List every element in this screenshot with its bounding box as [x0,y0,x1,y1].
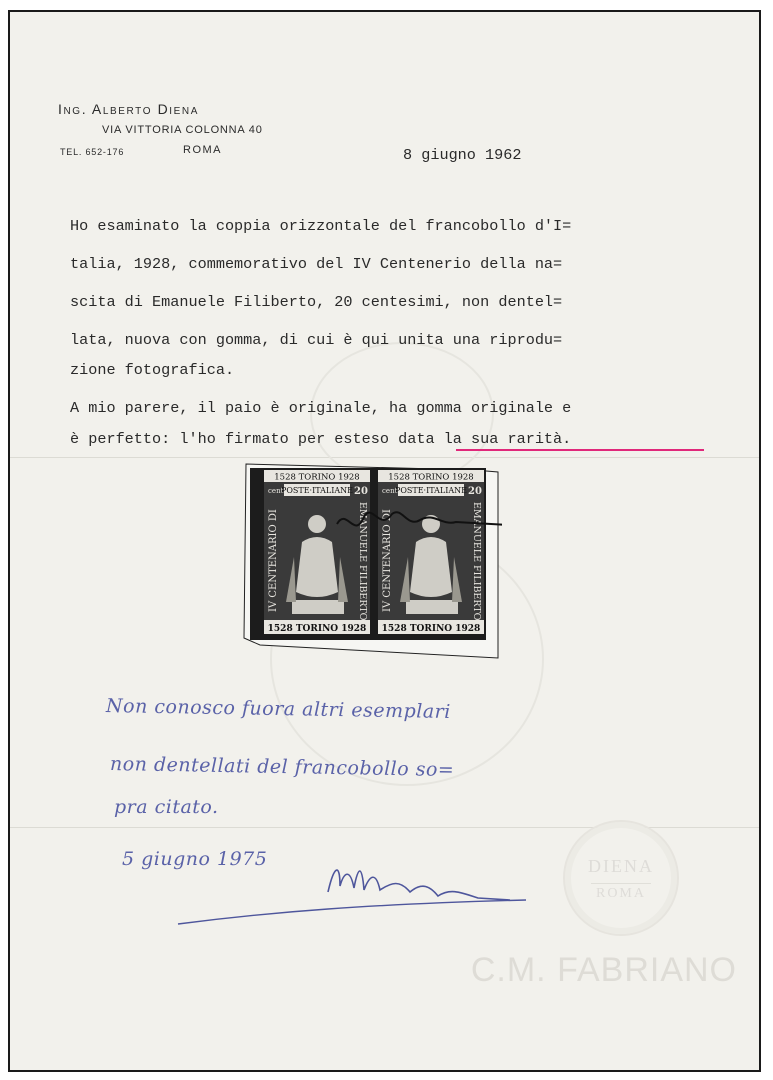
letterhead-address: VIA VITTORIA COLONNA 40 [102,124,263,136]
stamp-right [378,470,484,634]
certificate-sheet [8,10,761,1072]
stamp-left [264,470,370,634]
letter-date: 8 giugno 1962 [403,146,522,164]
handwritten-date: 5 giugno 1975 [122,848,268,870]
embossed-seal [563,820,679,936]
stamp-left-cent: cent [268,487,284,495]
stamp-left-bottom-label: 1528 TORINO 1928 [267,624,367,634]
stamp-right-top-label: 1528 TORINO 1928 [388,472,474,483]
body-line: scita di Emanuele Filiberto, 20 centesimi, non dentel= [70,293,563,311]
stamp-left-value: 20 [354,486,368,497]
letterhead-name: Ing. Alberto Diena [58,101,200,117]
signature-underline [170,882,540,932]
letterhead-tel: TEL. 652-176 [60,147,125,157]
body-line: lata, nuova con gomma, di cui è qui unita una riprodu= [70,331,563,349]
body-line: Ho esaminato la coppia orizzontale del francobollo d'I= [70,217,572,235]
stamp-left-country: POSTE·ITALIANE [280,486,354,495]
seal-line1: DIENA [588,856,654,876]
handwritten-line: pra citato. [114,796,219,818]
stamp-left-side-text-right: EMANUELE FILIBERTO [357,502,368,621]
handwritten-line: non dentellati del francobollo so= [109,752,455,782]
stamp-right-cent: cent [382,487,398,495]
stamp-right-value: 20 [468,486,482,497]
body-line: talia, 1928, commemorativo del IV Centenerio della na= [70,255,563,273]
seal-divider [591,883,651,884]
paper-watermark: C.M. FABRIANO [470,951,737,989]
body-line: è perfetto: l'ho firmato per esteso data la sua rarità. [70,430,572,448]
body-line: zione fotografica. [70,361,235,379]
seal-line2: ROMA [595,886,646,901]
stamp-left-top-label: 1528 TORINO 1928 [274,472,360,483]
highlight-underline [456,449,704,451]
stamp-pair-photo [242,462,502,659]
body-line: A mio parere, il paio è originale, ha gomma originale e [70,399,572,417]
letterhead-city: ROMA [183,144,222,156]
stamp-left-side-text: IV CENTENARIO DI [268,509,279,612]
handwritten-line: Non conosco fuora altri esemplari [105,694,452,724]
stamp-right-country: POSTE·ITALIANE [394,486,468,495]
stamp-right-side-text: IV CENTENARIO DI [382,509,393,612]
stamp-right-side-text-right: EMANUELE FILIBERTO [471,502,482,621]
stamp-right-bottom-label: 1528 TORINO 1928 [381,624,481,634]
